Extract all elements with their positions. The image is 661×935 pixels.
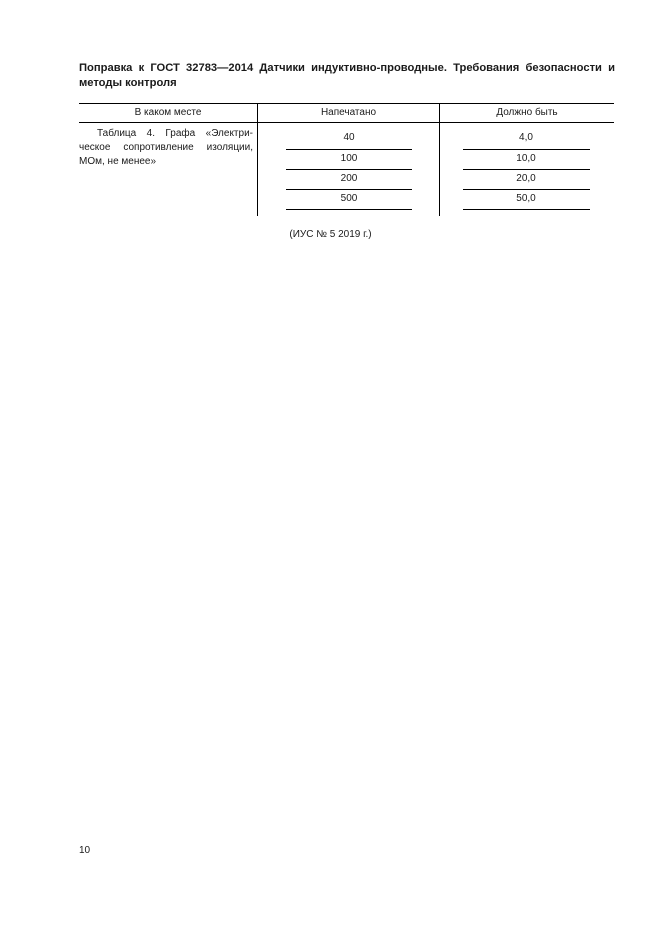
value-underline — [286, 149, 412, 150]
value-underline — [286, 169, 412, 170]
correct-value: 10,0 — [516, 153, 536, 164]
where-line: ческое сопротивление изоляции, — [79, 142, 253, 153]
printed-value: 500 — [340, 193, 358, 204]
where-line: МОм, не менее» — [79, 156, 157, 167]
printed-value: 100 — [340, 153, 358, 164]
errata-table — [79, 103, 614, 216]
where-cell — [79, 127, 253, 169]
page-title: Поправка к ГОСТ 32783—2014 Датчики индуктивно-проводные. Требования безопасности и методы контроля — [79, 62, 615, 89]
table-top-border — [79, 103, 614, 104]
value-underline — [463, 149, 590, 150]
value-underline — [463, 169, 590, 170]
where-line: Таблица 4. Графа «Электри- — [97, 128, 253, 139]
table-header-border — [79, 122, 614, 123]
correct-value: 50,0 — [516, 193, 536, 204]
printed-value: 200 — [340, 173, 358, 184]
value-underline — [286, 189, 412, 190]
page-number: 10 — [79, 845, 91, 856]
value-underline — [463, 189, 590, 190]
source-reference: (ИУС № 5 2019 г.) — [289, 229, 372, 240]
correct-value: 4,0 — [519, 132, 533, 143]
header-printed: Напечатано — [320, 107, 377, 118]
header-should-be: Должно быть — [496, 107, 558, 118]
value-underline — [463, 209, 590, 210]
header-where: В каком месте — [134, 107, 202, 118]
value-underline — [286, 209, 412, 210]
printed-value: 40 — [343, 132, 355, 143]
correct-value: 20,0 — [516, 173, 536, 184]
